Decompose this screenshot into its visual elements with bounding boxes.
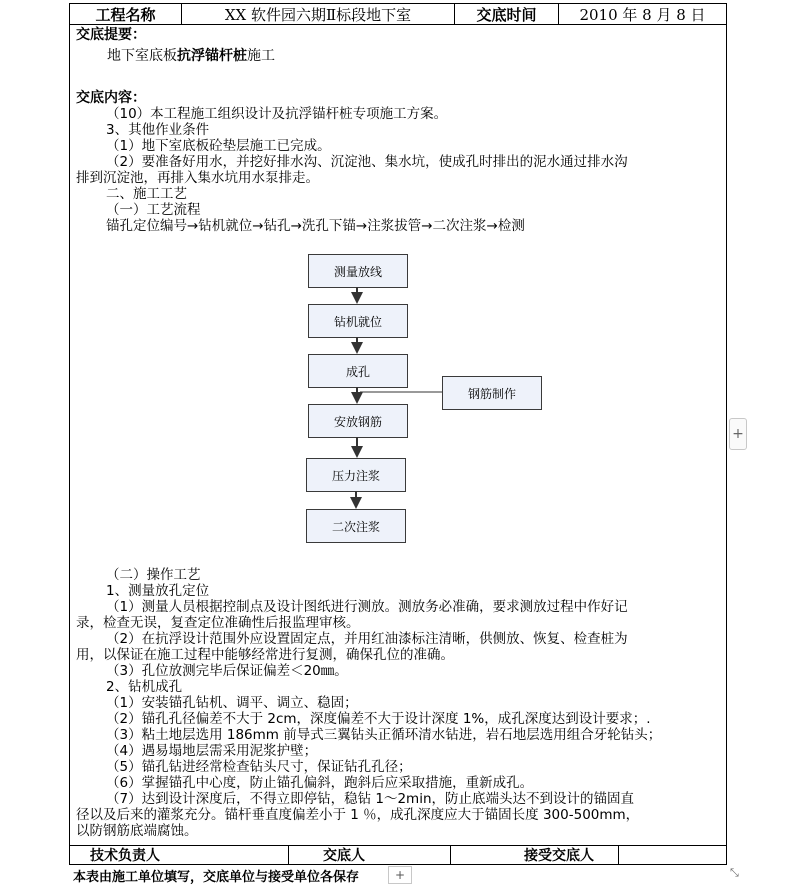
flow-step-drill-position: 钻机就位 <box>308 304 408 338</box>
summary-prefix: 地下室底板 <box>107 48 177 64</box>
footer-note: 本表由施工单位填写，交底单位与接受单位各保存 <box>73 870 360 885</box>
process-line: （6）掌握锚孔中心度，防止锚孔偏斜，跑斜后应采取措施，重新成孔。 <box>106 775 534 791</box>
process-line: 1、测量放孔定位 <box>106 583 210 599</box>
signature-divider <box>618 845 619 865</box>
content-line: （一）工艺流程 <box>106 202 201 218</box>
flow-step-hole-forming: 成孔 <box>308 354 408 388</box>
content-line: 二、施工工艺 <box>106 186 187 202</box>
process-line: （1）安装锚孔钻机、调平、调立、稳固； <box>106 695 358 711</box>
process-line: （二）操作工艺 <box>106 567 201 583</box>
resize-handle-icon[interactable]: ⤡ <box>730 866 739 879</box>
process-line: 径以及后来的灌浆充分。锚杆垂直度偏差小于 1 ％，成孔深度应大于锚固长度 300-500mm， <box>76 807 640 823</box>
process-line: （2）锚孔孔径偏差不大于 2cm，深度偏差不大于设计深度 1%，成孔深度达到设计要求；. <box>106 711 651 727</box>
flow-step-survey: 测量放线 <box>308 254 408 288</box>
process-line: 用，以保证在施工过程中能够经常进行复测，确保孔位的准确。 <box>76 647 454 663</box>
add-row-plus-icon[interactable]: + <box>729 418 747 450</box>
flow-step-secondary-grouting: 二次注浆 <box>306 509 406 543</box>
receiver-label: 接受交底人 <box>524 848 594 864</box>
process-line: 以防钢筋底端腐蚀。 <box>76 823 198 839</box>
process-line: 录，检查无误，复查定位准确性后报监理审核。 <box>76 615 360 631</box>
process-line: （7）达到设计深度后，不得立即停钻，稳钻 1～2min，防止底端头达不到设计的锚固直 <box>106 791 635 807</box>
summary-suffix: 施工 <box>247 48 275 64</box>
process-line: （3）孔位放测完毕后保证偏差＜20㎜。 <box>106 663 348 679</box>
tech-lead-label: 技术负责人 <box>90 848 160 864</box>
content-line: （10）本工程施工组织设计及抗浮锚杆桩专项施工方案。 <box>106 106 448 122</box>
process-line: （2）在抗浮设计范围外应设置固定点，并用红油漆标注清晰，供侧放、恢复、检查桩为 <box>106 631 628 647</box>
signature-divider <box>450 845 451 865</box>
add-column-plus-icon[interactable]: + <box>388 866 412 884</box>
summary-bold: 抗浮锚杆桩 <box>177 48 247 64</box>
flow-step-pressure-grouting: 压力注浆 <box>306 458 406 492</box>
flow-step-rebar-placement: 安放钢筋 <box>308 404 408 438</box>
project-name-label: 工程名称 <box>95 5 156 24</box>
disclosure-time-label: 交底时间 <box>476 5 537 24</box>
project-name-value: XX 软件园六期Ⅱ标段地下室 <box>224 5 412 24</box>
content-line: （2）要准备好用水，并挖好排水沟、沉淀池、集水坑，使成孔时排出的泥水通过排水沟 <box>106 154 628 170</box>
process-line: （1）测量人员根据控制点及设计图纸进行测放。测放务必准确，要求测放过程中作好记 <box>106 599 628 615</box>
process-line: （3）粘土地层选用 186mm 前导式三翼钻头正循环清水钻进，岩石地层选用组合牙轮钻头； <box>106 727 662 743</box>
disclosure-time-value: 2010 年 8 月 8 日 <box>579 5 706 24</box>
process-flow-summary: 锚孔定位编号→钻机就位→钻孔→洗孔下锚→注浆拔管→二次注浆→检测 <box>106 218 525 234</box>
process-line: 2、钻机成孔 <box>106 679 183 695</box>
flow-side-rebar-fabrication: 钢筋制作 <box>442 376 542 410</box>
process-line: （4）遇易塌地层需采用泥浆护壁； <box>106 743 318 759</box>
summary-label: 交底提要： <box>76 27 146 43</box>
content-line: 3、其他作业条件 <box>106 122 210 138</box>
process-line: （5）锚孔钻进经常检查钻头尺寸，保证钻孔孔径； <box>106 759 412 775</box>
content-label: 交底内容： <box>76 90 146 106</box>
content-line: 排到沉淀池，再排入集水坑用水泵排走。 <box>76 170 319 186</box>
content-line: （1）地下室底板砼垫层施工已完成。 <box>106 138 331 154</box>
discloser-label: 交底人 <box>323 848 365 864</box>
